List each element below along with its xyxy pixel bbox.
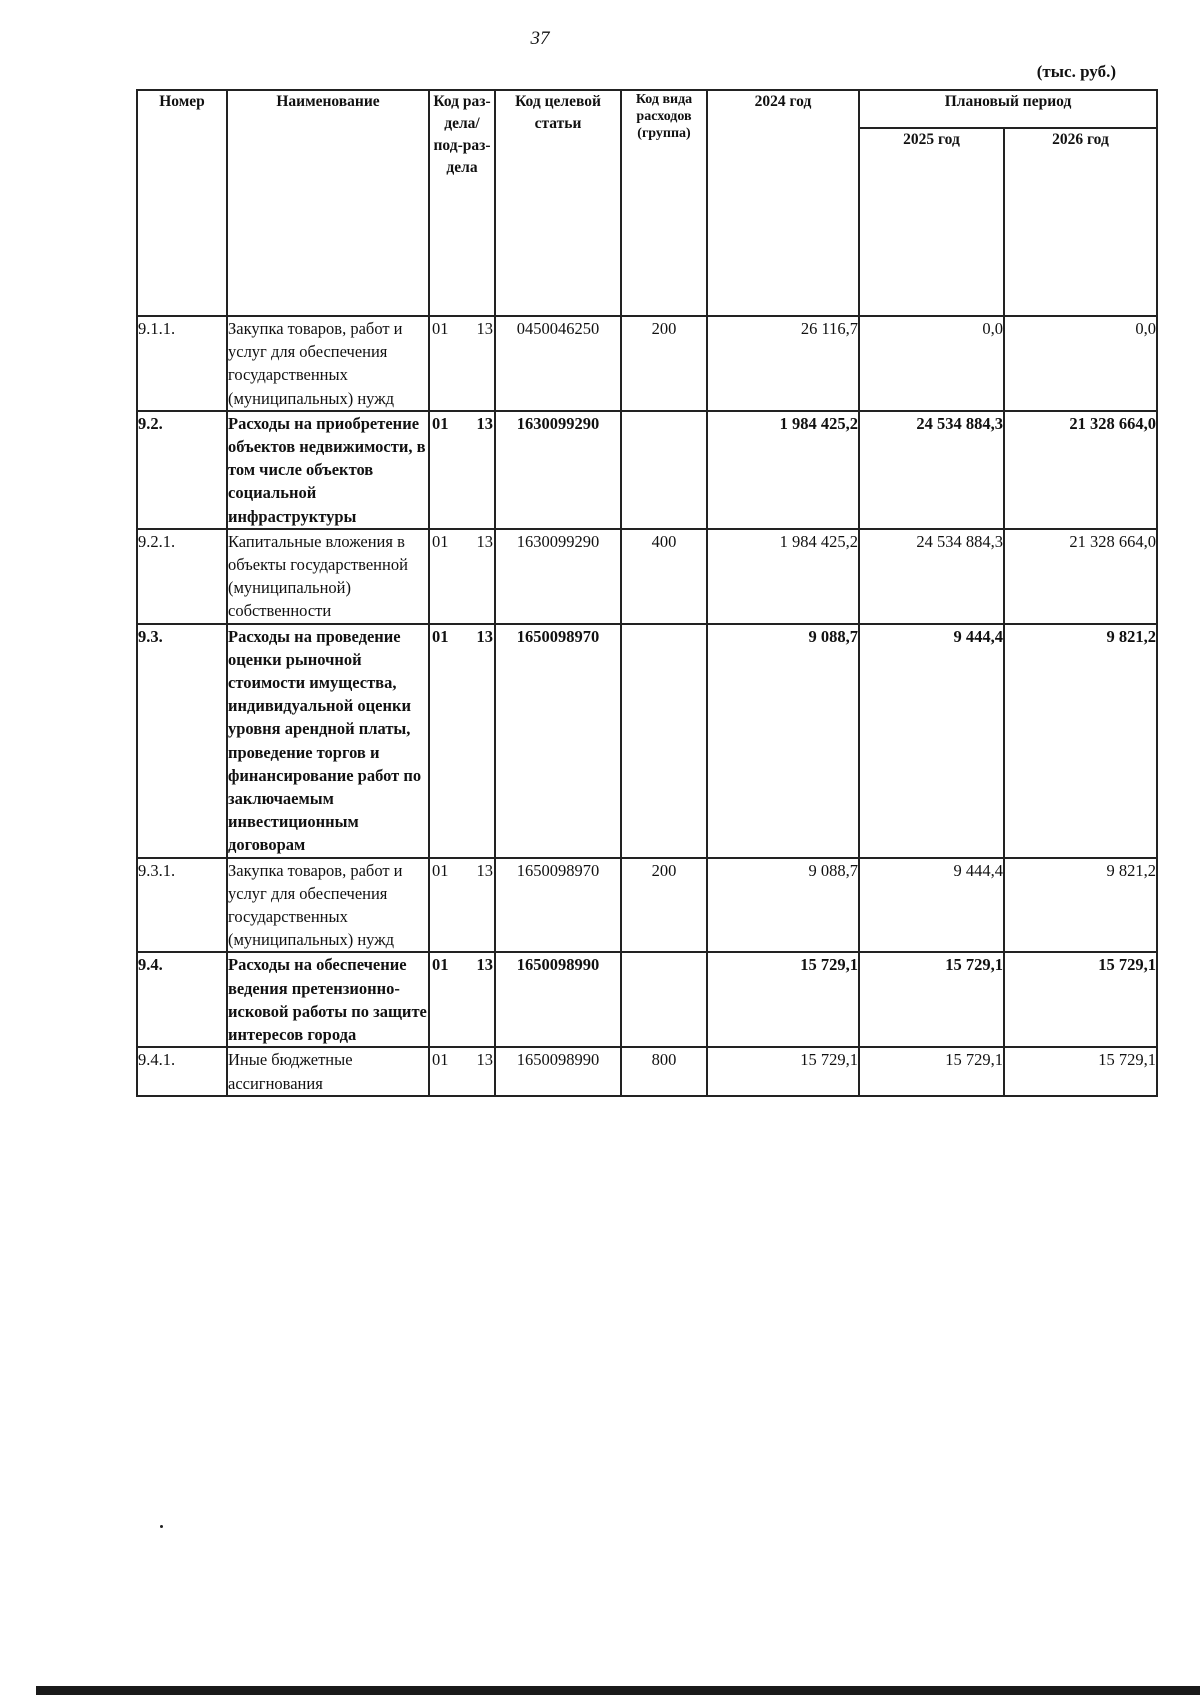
row-razdel: 01 <box>432 626 449 646</box>
header-kod-razdela: Код раз-дела/ под-раз-дела <box>429 90 495 316</box>
row-razdel: 01 <box>432 1050 449 1070</box>
row-kod-celevoy: 1650098990 <box>495 952 621 1047</box>
row-podrazdel: 13 <box>476 626 493 646</box>
row-amount-2025: 9 444,4 <box>859 858 1004 953</box>
table-row <box>137 411 1157 529</box>
header-year-2024: 2024 год <box>707 90 859 316</box>
row-nomer: 9.3. <box>137 624 227 858</box>
row-razdel: 01 <box>432 319 449 338</box>
row-amount-2026: 9 821,2 <box>1004 858 1157 953</box>
row-amount-2026: 21 328 664,0 <box>1004 411 1157 529</box>
row-amount-2025: 24 534 884,3 <box>859 529 1004 624</box>
row-name: Капитальные вложения в объекты государственной (муниципальной) собственности <box>227 529 429 624</box>
header-year-2026: 2026 год <box>1004 128 1157 316</box>
row-amount-2024: 1 984 425,2 <box>707 411 859 529</box>
page-number: 37 <box>530 28 550 49</box>
header-row-1 <box>137 90 1157 128</box>
scan-bottom-edge <box>36 1686 1200 1695</box>
budget-table <box>136 89 1158 1097</box>
table-row <box>137 1047 1157 1095</box>
row-name: Расходы на приобретение объектов недвижимости, в том числе объектов социальной инфраструктуры <box>227 411 429 529</box>
row-kod-celevoy: 1650098970 <box>495 858 621 953</box>
row-amount-2025: 0,0 <box>859 316 1004 411</box>
row-podrazdel: 13 <box>476 860 493 880</box>
row-name: Иные бюджетные ассигнования <box>227 1047 429 1095</box>
row-kod-vida <box>621 624 707 858</box>
row-nomer: 9.4. <box>137 952 227 1047</box>
header-kod-vida: Код вида расходов (группа) <box>621 90 707 316</box>
row-amount-2024: 1 984 425,2 <box>707 529 859 624</box>
row-razdel: 01 <box>432 860 449 880</box>
row-kod-razdela <box>429 952 495 1047</box>
row-kod-razdela <box>429 316 495 411</box>
row-kod-vida <box>621 411 707 529</box>
row-amount-2026: 21 328 664,0 <box>1004 529 1157 624</box>
row-nomer: 9.1.1. <box>137 316 227 411</box>
row-kod-vida: 200 <box>621 316 707 411</box>
row-nomer: 9.2. <box>137 411 227 529</box>
row-amount-2025: 15 729,1 <box>859 952 1004 1047</box>
row-amount-2026: 0,0 <box>1004 316 1157 411</box>
row-amount-2026: 9 821,2 <box>1004 624 1157 858</box>
row-razdel: 01 <box>432 955 449 975</box>
row-amount-2025: 24 534 884,3 <box>859 411 1004 529</box>
row-amount-2024: 26 116,7 <box>707 316 859 411</box>
row-amount-2025: 9 444,4 <box>859 624 1004 858</box>
row-nomer: 9.2.1. <box>137 529 227 624</box>
row-name: Закупка товаров, работ и услуг для обеспечения государственных (муниципальных) нужд <box>227 858 429 953</box>
header-year-2025: 2025 год <box>859 128 1004 316</box>
row-name: Закупка товаров, работ и услуг для обеспечения государственных (муниципальных) нужд <box>227 316 429 411</box>
row-nomer: 9.3.1. <box>137 858 227 953</box>
header-kod-celevoy: Код целевой статьи <box>495 90 621 316</box>
row-kod-razdela <box>429 858 495 953</box>
row-kod-vida <box>621 952 707 1047</box>
row-kod-celevoy: 1630099290 <box>495 529 621 624</box>
table-row <box>137 316 1157 411</box>
row-podrazdel: 13 <box>476 1050 493 1070</box>
row-amount-2026: 15 729,1 <box>1004 1047 1157 1095</box>
row-kod-celevoy: 1650098970 <box>495 624 621 858</box>
row-podrazdel: 13 <box>476 955 493 975</box>
row-podrazdel: 13 <box>476 319 493 338</box>
header-planovy-period: Плановый период <box>859 90 1157 128</box>
row-amount-2024: 15 729,1 <box>707 952 859 1047</box>
row-kod-vida: 800 <box>621 1047 707 1095</box>
row-kod-razdela <box>429 529 495 624</box>
row-amount-2026: 15 729,1 <box>1004 952 1157 1047</box>
row-amount-2024: 9 088,7 <box>707 624 859 858</box>
row-kod-vida: 200 <box>621 858 707 953</box>
scan-speck <box>160 1525 163 1528</box>
row-razdel: 01 <box>432 413 449 433</box>
row-nomer: 9.4.1. <box>137 1047 227 1095</box>
table-body <box>137 316 1157 1096</box>
row-kod-vida: 400 <box>621 529 707 624</box>
row-kod-razdela <box>429 624 495 858</box>
table-row <box>137 858 1157 953</box>
row-kod-razdela <box>429 1047 495 1095</box>
units-label: (тыс. руб.) <box>1036 62 1116 81</box>
row-podrazdel: 13 <box>476 531 493 551</box>
header-nomer: Номер <box>137 90 227 316</box>
row-amount-2024: 9 088,7 <box>707 858 859 953</box>
header-naimenovanie: Наименование <box>227 90 429 316</box>
row-kod-razdela <box>429 411 495 529</box>
row-kod-celevoy: 1650098990 <box>495 1047 621 1095</box>
table-row <box>137 952 1157 1047</box>
row-kod-celevoy: 0450046250 <box>495 316 621 411</box>
table-row <box>137 529 1157 624</box>
row-kod-celevoy: 1630099290 <box>495 411 621 529</box>
row-podrazdel: 13 <box>476 413 493 433</box>
row-name: Расходы на проведение оценки рыночной стоимости имущества, индивидуальной оценки уровня арендной платы, проведение торгов и финансирование работ по заключаемым инвестиционным договорам <box>227 624 429 858</box>
row-amount-2024: 15 729,1 <box>707 1047 859 1095</box>
row-amount-2025: 15 729,1 <box>859 1047 1004 1095</box>
table-row <box>137 624 1157 858</box>
row-razdel: 01 <box>432 531 449 551</box>
row-name: Расходы на обеспечение ведения претензионно-исковой работы по защите интересов города <box>227 952 429 1047</box>
